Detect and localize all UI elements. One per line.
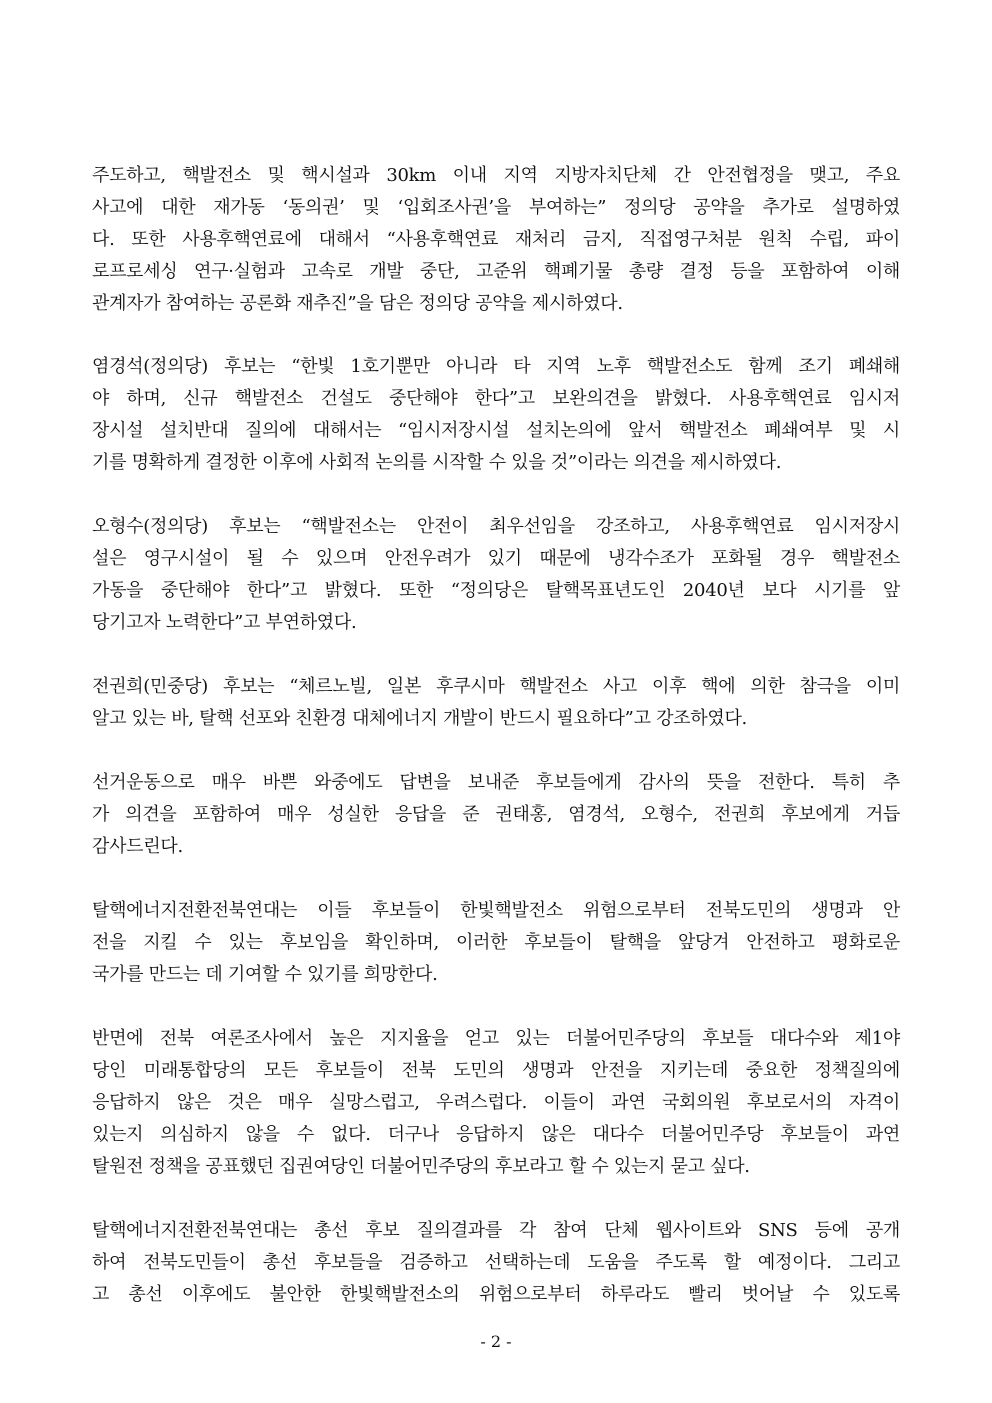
page-number: - 2 -	[480, 1332, 512, 1351]
text-line: 전을 지킬 수 있는 후보임을 확인하며, 이러한 후보들이 탈핵을 앞당겨 안전하고 평화로운	[92, 932, 900, 953]
text-line: 탈핵에너지전환전북연대는 이들 후보들이 한빛핵발전소 위험으로부터 전북도민의 생명과 안	[92, 900, 900, 921]
text-line: 반면에 전북 여론조사에서 높은 지지율을 얻고 있는 더불어민주당의 후보들 대다수와 제1야	[92, 1028, 900, 1049]
text-line: 가 의견을 포함하여 매우 성실한 응답을 준 권태홍, 염경석, 오형수, 전권희 후보에게 거듭	[92, 804, 900, 825]
text-line: 고 총선 이후에도 불안한 한빛핵발전소의 위험으로부터 하루라도 빨리 벗어날 수 있도록	[92, 1284, 900, 1305]
text-line: 가동을 중단해야 한다”고 밝혔다. 또한 “정의당은 탈핵목표년도인 2040년 보다 시기를 앞	[92, 580, 900, 601]
paragraph-2	[92, 351, 900, 479]
text-line: 당인 미래통합당의 모든 후보들이 전북 도민의 생명과 안전을 지키는데 중요한 정책질의에	[92, 1060, 900, 1081]
text-line: 관계자가 참여하는 공론화 재추진”을 담은 정의당 공약을 제시하였다.	[92, 293, 623, 314]
text-line: 사고에 대한 재가동 ‘동의권’ 및 ‘입회조사권’을 부여하는” 정의당 공약을 추가로 설명하였	[92, 197, 900, 218]
text-line: 전권희(민중당) 후보는 “체르노빌, 일본 후쿠시마 핵발전소 사고 이후 핵에 의한 참극을 이미	[92, 676, 900, 697]
text-line: 선거운동으로 매우 바쁜 와중에도 답변을 보내준 후보들에게 감사의 뜻을 전한다. 특히 추	[92, 772, 900, 793]
text-line: 탈핵에너지전환전북연대는 총선 후보 질의결과를 각 참여 단체 웹사이트와 SNS 등에 공개	[92, 1220, 900, 1241]
text-line: 당기고자 노력한다”고 부연하였다.	[92, 612, 357, 633]
text-line: 탈원전 정책을 공표했던 집권여당인 더불어민주당의 후보라고 할 수 있는지 묻고 싶다.	[92, 1156, 750, 1177]
text-line: 감사드린다.	[92, 836, 183, 857]
paragraph-1	[92, 160, 900, 320]
text-line: 국가를 만드는 데 기여할 수 있기를 희망한다.	[92, 964, 438, 985]
text-line: 알고 있는 바, 탈핵 선포와 친환경 대체에너지 개발이 반드시 필요하다”고 강조하였다.	[92, 708, 747, 729]
text-line: 염경석(정의당) 후보는 “한빛 1호기뿐만 아니라 타 지역 노후 핵발전소도 함께 조기 폐쇄해	[92, 356, 900, 377]
text-line: 장시설 설치반대 질의에 대해서는 “임시저장시설 설치논의에 앞서 핵발전소 폐쇄여부 및 시	[92, 420, 900, 441]
text-line: 야 하며, 신규 핵발전소 건설도 중단해야 한다”고 보완의견을 밝혔다. 사용후핵연료 임시저	[92, 388, 900, 409]
text-line: 다. 또한 사용후핵연료에 대해서 “사용후핵연료 재처리 금지, 직접영구처분 원칙 수립, 파이	[92, 229, 900, 250]
paragraph-7	[92, 1023, 900, 1183]
paragraph-5	[92, 767, 900, 863]
text-line: 설은 영구시설이 될 수 있으며 안전우려가 있기 때문에 냉각수조가 포화될 경우 핵발전소	[92, 548, 900, 569]
text-line: 로프로세싱 연구·실험과 고속로 개발 중단, 고준위 핵폐기물 총량 결정 등을 포함하여 이해	[92, 261, 900, 282]
text-line: 있는지 의심하지 않을 수 없다. 더구나 응답하지 않은 대다수 더불어민주당 후보들이 과연	[92, 1124, 900, 1145]
text-line: 하여 전북도민들이 총선 후보들을 검증하고 선택하는데 도움을 주도록 할 예정이다. 그리고	[92, 1252, 900, 1273]
text-line: 주도하고, 핵발전소 및 핵시설과 30km 이내 지역 지방자치단체 간 안전협정을 맺고, 주요	[92, 165, 900, 186]
text-line: 기를 명확하게 결정한 이후에 사회적 논의를 시작할 수 있을 것”이라는 의견을 제시하였다.	[92, 452, 782, 473]
paragraph-4	[92, 671, 900, 735]
paragraph-6	[92, 895, 900, 991]
text-line: 응답하지 않은 것은 매우 실망스럽고, 우려스럽다. 이들이 과연 국회의원 후보로서의 자격이	[92, 1092, 900, 1113]
text-line: 오형수(정의당) 후보는 “핵발전소는 안전이 최우선임을 강조하고, 사용후핵연료 임시저장시	[92, 516, 900, 537]
paragraph-3	[92, 511, 900, 639]
paragraph-8	[92, 1215, 900, 1311]
